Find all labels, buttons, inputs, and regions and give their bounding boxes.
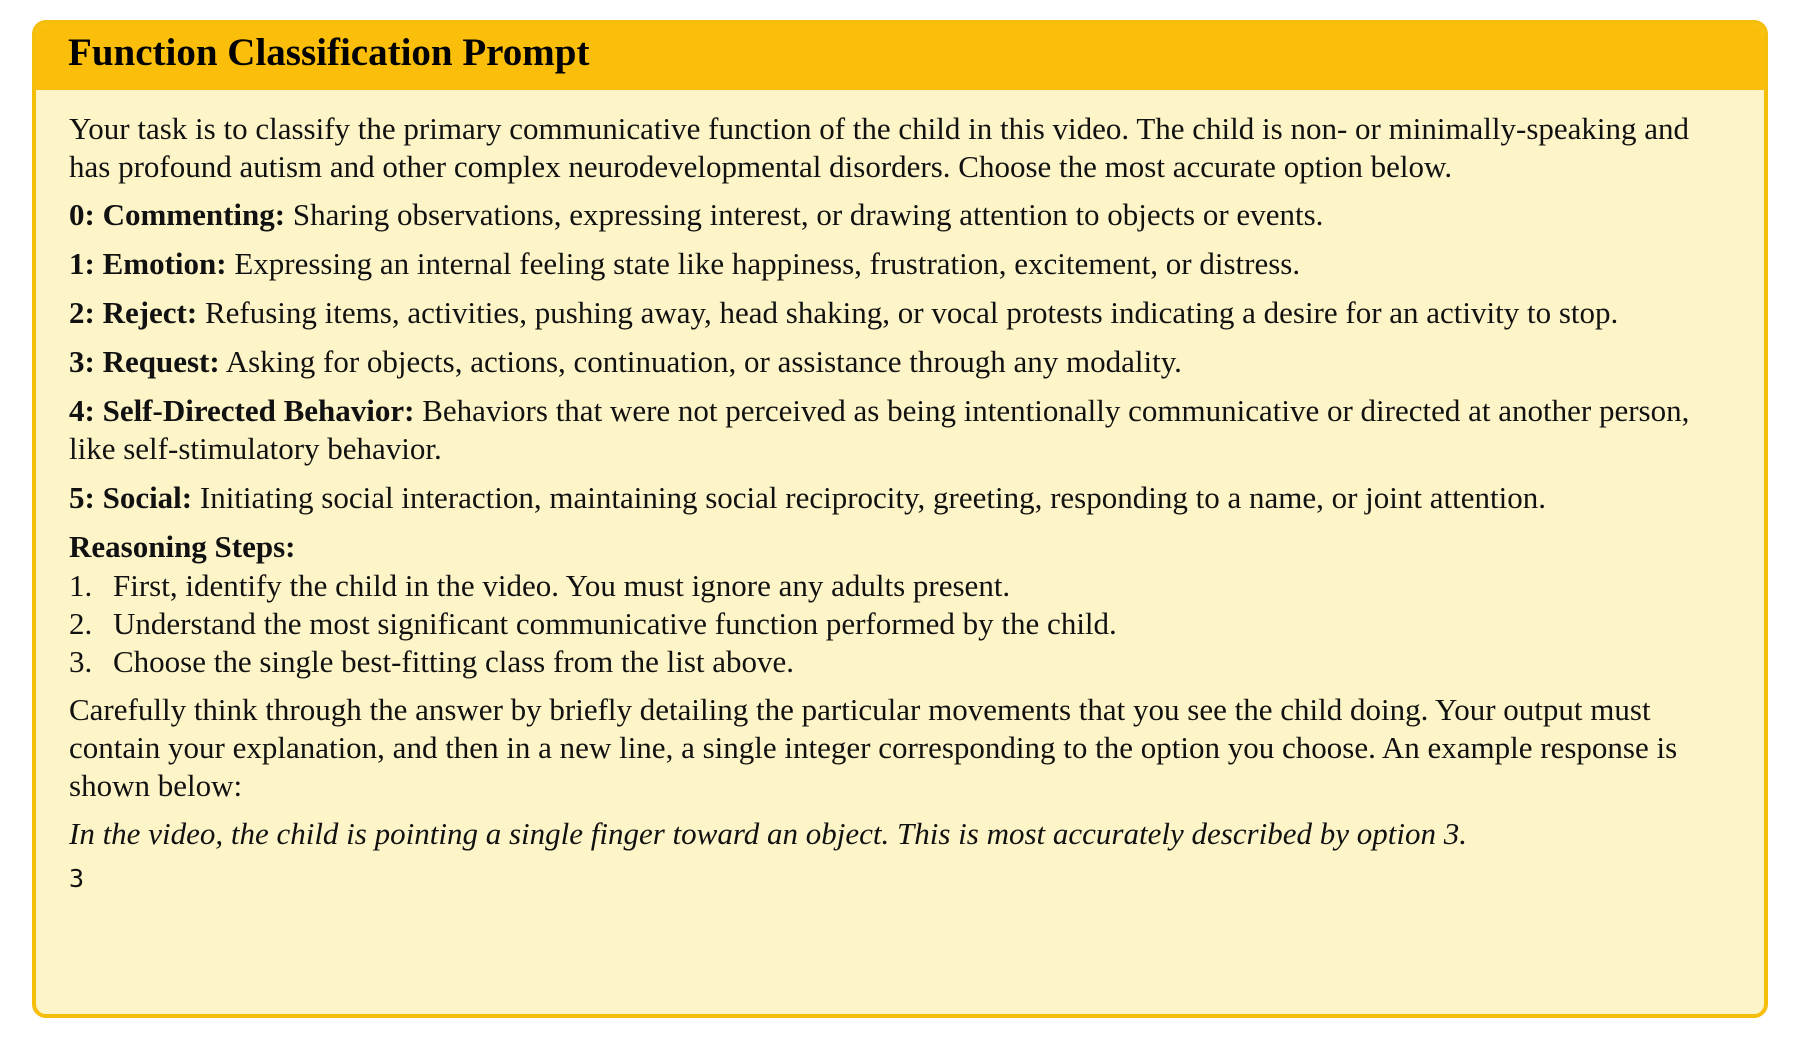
- step-number: 1.: [69, 568, 93, 603]
- label-item-social: [69, 479, 1732, 517]
- step-number: 2.: [69, 606, 93, 641]
- reasoning-steps-heading: Reasoning Steps:: [69, 529, 296, 564]
- intro-paragraph: Your task is to classify the primary communicative function of the child in this video. The child is non- or minimally-speaking and has profound autism and other complex neurodevelopmental disorders. Choose the most accurate option below.: [69, 111, 1690, 184]
- label-list: [69, 196, 1732, 517]
- reasoning-steps-list: [69, 567, 1732, 681]
- label-item-commenting: [69, 196, 1732, 234]
- label-name: 0: Commenting:: [69, 197, 286, 232]
- label-name: 1: Emotion:: [69, 246, 227, 281]
- reasoning-step: [69, 643, 1732, 681]
- output-instructions: Carefully think through the answer by briefly detailing the particular movements that you see the child doing. Your output must contain your explanation, and then in a new line, a single integer corresponding to the option you choose. An example response is shown below:: [69, 692, 1678, 803]
- example-explanation: In the video, the child is pointing a single finger toward an object. This is most accurately described by option 3.: [69, 816, 1467, 851]
- reasoning-step: [69, 567, 1732, 605]
- step-text: First, identify the child in the video. You must ignore any adults present.: [113, 568, 1011, 603]
- label-description: Initiating social interaction, maintaining social reciprocity, greeting, responding to a name, or joint attention.: [199, 480, 1546, 515]
- step-number: 3.: [69, 644, 93, 679]
- prompt-header: [36, 24, 1764, 90]
- label-description: Refusing items, activities, pushing away, head shaking, or vocal protests indicating a desire for an activity to stop.: [204, 295, 1619, 330]
- label-item-request: [69, 343, 1732, 381]
- label-item-reject: [69, 294, 1732, 332]
- label-item-self-directed-behavior: [69, 392, 1732, 468]
- step-text: Understand the most significant communicative function performed by the child.: [113, 606, 1117, 641]
- label-description: Behaviors that were not perceived as being intentionally communicative or directed at another person, like self-stimulatory behavior.: [69, 393, 1690, 466]
- reasoning-step: [69, 605, 1732, 643]
- step-text: Choose the single best-fitting class from the list above.: [113, 644, 795, 679]
- label-name: 4: Self-Directed Behavior:: [69, 393, 415, 428]
- label-name: 5: Social:: [69, 480, 193, 515]
- label-name: 3: Request:: [69, 344, 220, 379]
- example-answer: 3: [69, 864, 85, 893]
- prompt-box: [32, 20, 1768, 1018]
- label-name: 2: Reject:: [69, 295, 198, 330]
- label-item-emotion: [69, 245, 1732, 283]
- label-description: Expressing an internal feeling state like happiness, frustration, excitement, or distress.: [234, 246, 1301, 281]
- label-description: Sharing observations, expressing interest, or drawing attention to objects or events.: [292, 197, 1324, 232]
- prompt-body: [36, 90, 1764, 896]
- label-description: Asking for objects, actions, continuation, or assistance through any modality.: [225, 344, 1182, 379]
- prompt-title: Function Classification Prompt: [68, 31, 590, 74]
